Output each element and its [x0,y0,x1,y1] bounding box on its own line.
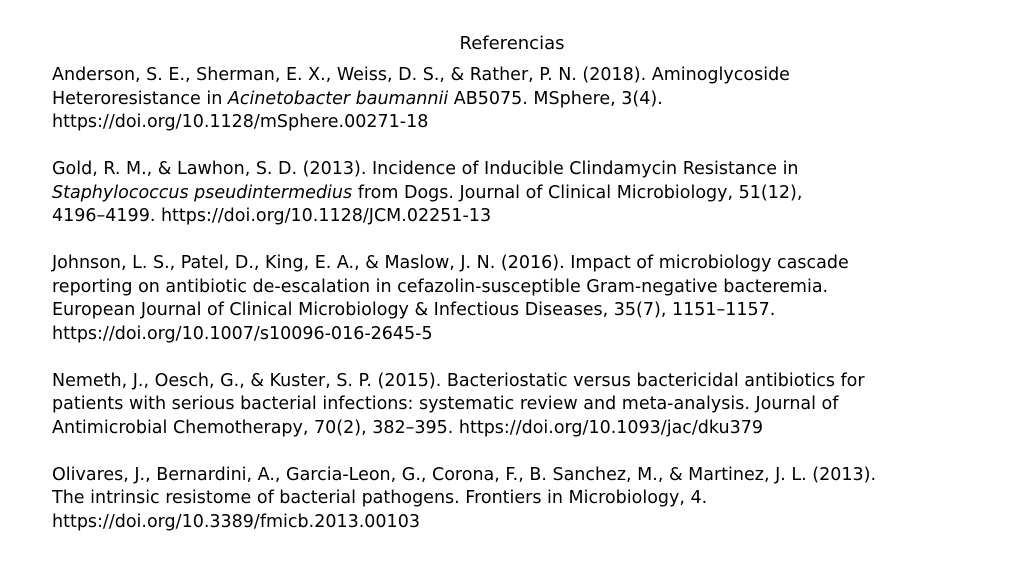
reference-line: Johnson, L. S., Patel, D., King, E. A., & Maslow, J. N. (2016). Impact of microbiology cascade [52,253,849,273]
reference-doi: https://doi.org/10.1007/s10096-016-2645-5 [52,323,433,344]
reference-line: Olivares, J., Bernardini, A., Garcia-Leon, G., Corona, F., B. Sanchez, M., & Martinez, J. L. (2013). [52,464,877,485]
species-name: Staphylococcus pseudintermedius [52,182,353,203]
reference-doi: 4196–4199. https://doi.org/10.1128/JCM.02251-13 [52,206,492,226]
slide-title: Referencias [459,33,565,54]
reference-text: Heteroresistance in [52,88,228,109]
reference-doi: https://doi.org/10.3389/fmicb.2013.00103 [52,511,420,532]
reference-line [52,88,992,112]
reference-item-gold [52,158,992,229]
reference-doi: https://doi.org/10.1128/mSphere.00271-18 [52,112,429,132]
reference-item-olivares [52,464,992,535]
reference-item-nemeth [52,370,992,441]
reference-item-anderson [52,64,992,135]
reference-line: reporting on antibiotic de-escalation in cefazolin-susceptible Gram-negative bacteremia. [52,276,829,297]
reference-line: Nemeth, J., Oesch, G., & Kuster, S. P. (2015). Bacteriostatic versus bactericidal antibiotics for [52,370,865,391]
reference-text: from Dogs. Journal of Clinical Microbiology, 51(12), [352,182,803,203]
reference-line: patients with serious bacterial infections: systematic review and meta-analysis. Journal of [52,394,839,414]
reference-list [52,64,992,558]
reference-line: Anderson, S. E., Sherman, E. X., Weiss, D. S., & Rather, P. N. (2018). Aminoglycoside [52,65,790,85]
species-name: Acinetobacter baumannii [227,88,449,109]
reference-doi: Antimicrobial Chemotherapy, 70(2), 382–395. https://doi.org/10.1093/jac/dku379 [52,417,764,438]
reference-line: The intrinsic resistome of bacterial pathogens. Frontiers in Microbiology, 4. [52,488,708,508]
reference-item-johnson [52,252,992,346]
reference-text: AB5075. MSphere, 3(4). [448,88,663,109]
reference-line: Gold, R. M., & Lawhon, S. D. (2013). Incidence of Inducible Clindamycin Resistance in [52,159,799,179]
reference-line [52,182,992,206]
reference-line: European Journal of Clinical Microbiology & Infectious Diseases, 35(7), 1151–1157. [52,300,776,320]
